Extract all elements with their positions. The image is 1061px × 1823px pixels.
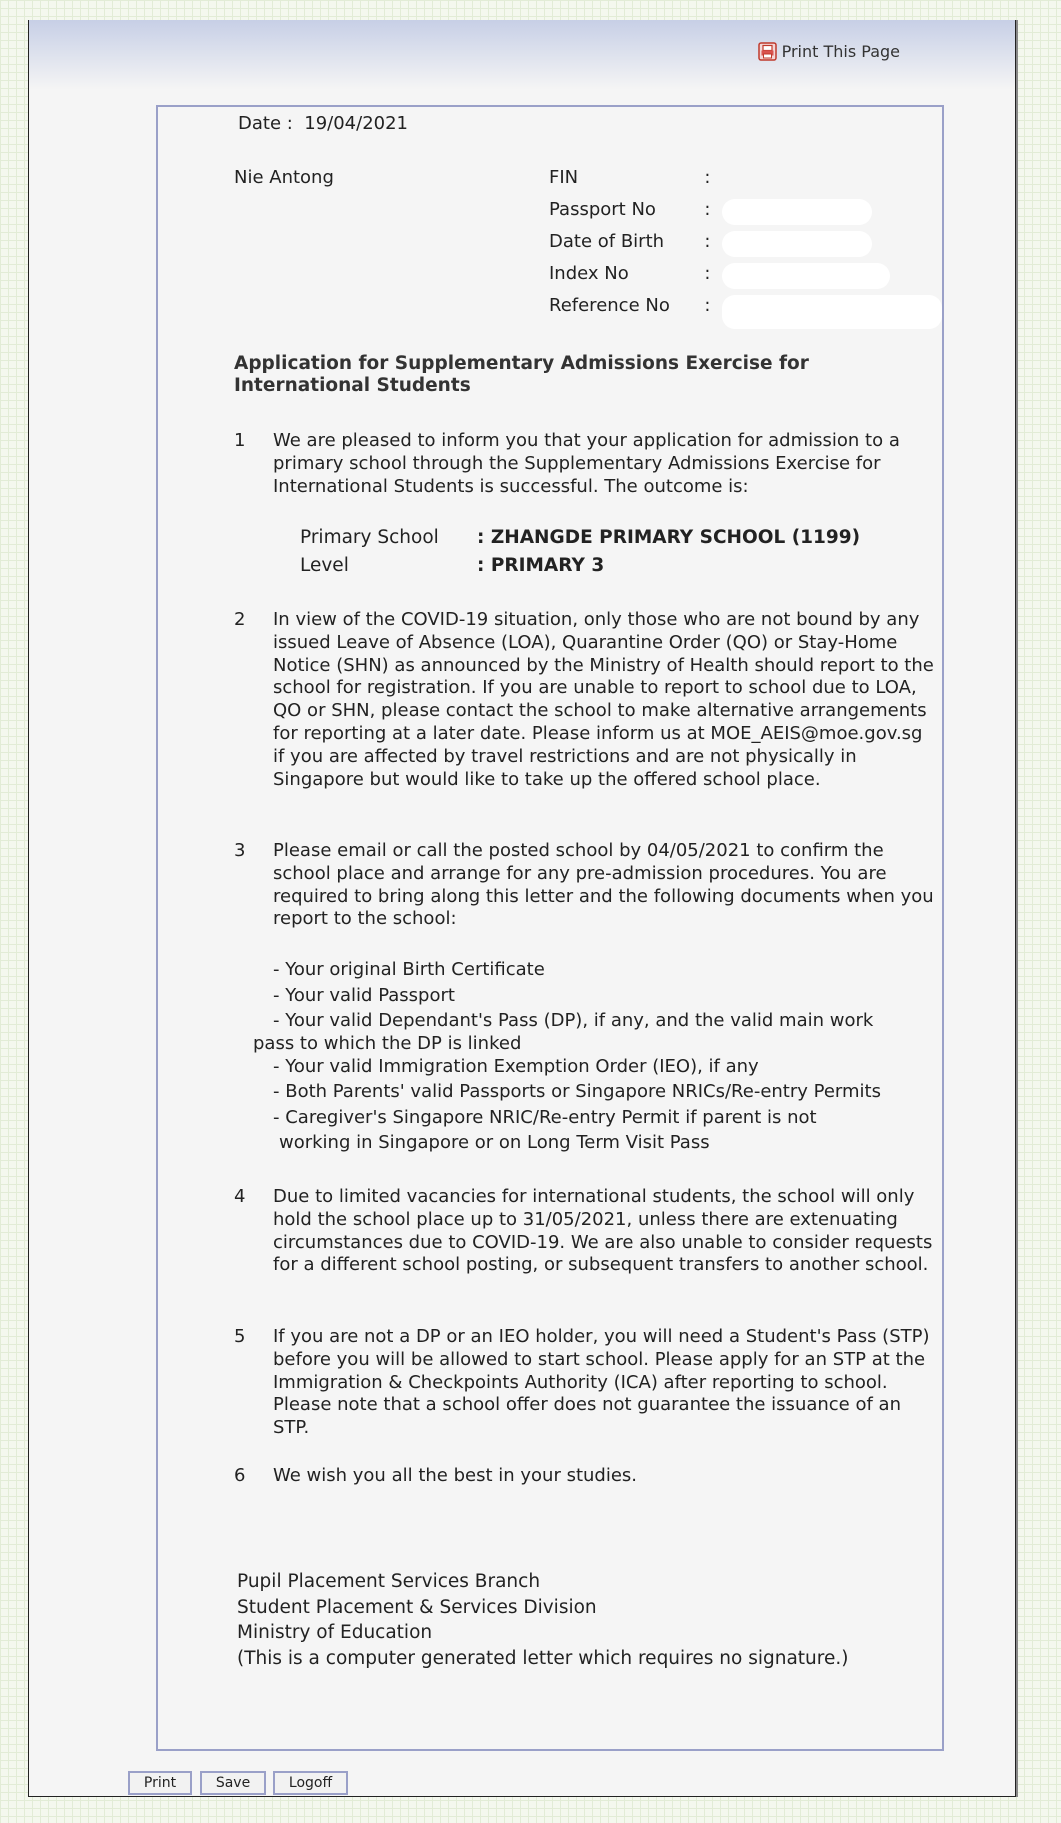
passport-colon: : bbox=[704, 199, 711, 220]
paragraph-text: Due to limited vacancies for international students, the school will only hold the school place up to 31/05/2021, unless there are extenuating circumstances due to COVID-19. We are also unable to consider requests for a different school posting, or subsequent transfers to another school. bbox=[273, 1186, 933, 1276]
index-colon: : bbox=[704, 263, 711, 284]
letter-date bbox=[238, 113, 408, 134]
reference-label: Reference No bbox=[549, 295, 670, 316]
document-item: - Caregiver's Singapore NRIC/Re-entry Permit if parent is not bbox=[273, 1106, 817, 1128]
reference-colon: : bbox=[704, 295, 711, 316]
passport-value bbox=[718, 199, 942, 231]
paragraph-4 bbox=[234, 1186, 934, 1277]
admission-letter bbox=[156, 105, 944, 1751]
document-item: - Your valid Immigration Exemption Order (IEO), if any bbox=[273, 1055, 759, 1077]
redaction-mark bbox=[722, 263, 890, 289]
redaction-mark bbox=[722, 231, 872, 257]
signature-line: Ministry of Education bbox=[237, 1622, 433, 1643]
redaction-mark bbox=[722, 199, 872, 225]
school-label: Primary School bbox=[300, 527, 439, 548]
id-row-index bbox=[549, 263, 942, 295]
paragraph-2 bbox=[234, 609, 934, 791]
paragraph-number: 3 bbox=[234, 840, 246, 861]
redaction-mark bbox=[722, 295, 942, 329]
paragraph-text: In view of the COVID-19 situation, only those who are not bound by any issued Leave of Absence (LOA), Quarantine Order (QO) or Stay-Home Notice (SHN) as announced by the Ministry of Health should report to the school for registration. If you are unable to report to school due to LOA, QO or SHN, please contact the school to make alternative arrangements for reporting at a later date. Please inform us at MOE_AEIS@moe.gov.sg if you are affected by travel restrictions and are not physically in Singapore but would like to take up the offered school place. bbox=[273, 609, 934, 790]
paragraph-text: If you are not a DP or an IEO holder, you will need a Student's Pass (STP) before you will be allowed to start school. Please apply for an STP at the Immigration & Checkpoints Authority (ICA) after reporting to school. Please note that a school offer does not guarantee the issuance of an STP. bbox=[273, 1326, 930, 1439]
required-documents-list bbox=[253, 957, 933, 1156]
letter-heading: Application for Supplementary Admissions Exercise for International Students bbox=[234, 353, 809, 396]
print-button[interactable]: Print bbox=[128, 1771, 192, 1795]
paragraph-number: 5 bbox=[234, 1326, 246, 1347]
identity-fields bbox=[549, 167, 942, 329]
paragraph-number: 6 bbox=[234, 1465, 246, 1486]
paragraph-text: We are pleased to inform you that your application for admission to a primary school through the Supplementary Admissions Exercise for International Students is successful. The outcome is: bbox=[273, 430, 900, 497]
index-label: Index No bbox=[549, 263, 629, 284]
signature-line: Pupil Placement Services Branch bbox=[237, 1571, 541, 1592]
paragraph-1 bbox=[234, 430, 934, 498]
document-item: pass to which the DP is linked bbox=[253, 1032, 522, 1054]
logoff-button[interactable]: Logoff bbox=[273, 1771, 348, 1795]
outcome-level-row bbox=[300, 555, 860, 581]
paragraph-3 bbox=[234, 840, 934, 931]
index-value bbox=[718, 263, 942, 295]
signature-block bbox=[237, 1569, 848, 1671]
level-label: Level bbox=[300, 555, 349, 576]
document-item: working in Singapore or on Long Term Visit Pass bbox=[279, 1132, 710, 1153]
paragraph-text: Please email or call the posted school by 04/05/2021 to confirm the school place and arrange for any pre-admission procedures. You are required to bring along this letter and the following documents when you report to the school: bbox=[273, 840, 934, 930]
date-label: Date : bbox=[238, 113, 293, 134]
outcome-school-row bbox=[300, 527, 860, 553]
print-this-page-link[interactable] bbox=[758, 42, 900, 61]
date-value: 19/04/2021 bbox=[304, 113, 409, 134]
signature-line: Student Placement & Services Division bbox=[237, 1596, 597, 1618]
outcome-table bbox=[298, 525, 862, 583]
document-item: - Your original Birth Certificate bbox=[273, 959, 545, 980]
paragraph-number: 4 bbox=[234, 1186, 246, 1207]
dob-value bbox=[718, 231, 942, 263]
fin-value bbox=[718, 167, 942, 199]
paragraph-number: 2 bbox=[234, 609, 246, 630]
reference-value bbox=[718, 295, 942, 329]
signature-line: (This is a computer generated letter which requires no signature.) bbox=[237, 1647, 849, 1669]
document-item: - Both Parents' valid Passports or Singapore NRICs/Re-entry Permits bbox=[273, 1081, 881, 1102]
paragraph-6 bbox=[234, 1465, 934, 1488]
save-button[interactable]: Save bbox=[200, 1771, 266, 1795]
paragraph-5 bbox=[234, 1326, 934, 1440]
document-item: - Your valid Dependant's Pass (DP), if any, and the valid main work bbox=[273, 1010, 874, 1031]
id-row-passport bbox=[549, 199, 942, 231]
school-value: : ZHANGDE PRIMARY SCHOOL (1199) bbox=[477, 527, 861, 548]
paragraph-text: We wish you all the best in your studies. bbox=[273, 1465, 638, 1486]
page-frame bbox=[28, 20, 1016, 1797]
fin-colon: : bbox=[704, 167, 711, 188]
id-row-reference bbox=[549, 295, 942, 329]
id-row-dob bbox=[549, 231, 942, 263]
paragraph-number: 1 bbox=[234, 430, 246, 451]
level-value: : PRIMARY 3 bbox=[477, 555, 605, 576]
dob-colon: : bbox=[704, 231, 711, 252]
printer-icon bbox=[758, 42, 777, 61]
dob-label: Date of Birth bbox=[549, 231, 665, 252]
document-item: - Your valid Passport bbox=[273, 984, 455, 1006]
passport-label: Passport No bbox=[549, 199, 656, 220]
print-this-page-label[interactable]: Print This Page bbox=[781, 42, 900, 61]
fin-label: FIN bbox=[549, 167, 579, 188]
recipient-name: Nie Antong bbox=[234, 167, 334, 188]
id-row-fin bbox=[549, 167, 942, 199]
